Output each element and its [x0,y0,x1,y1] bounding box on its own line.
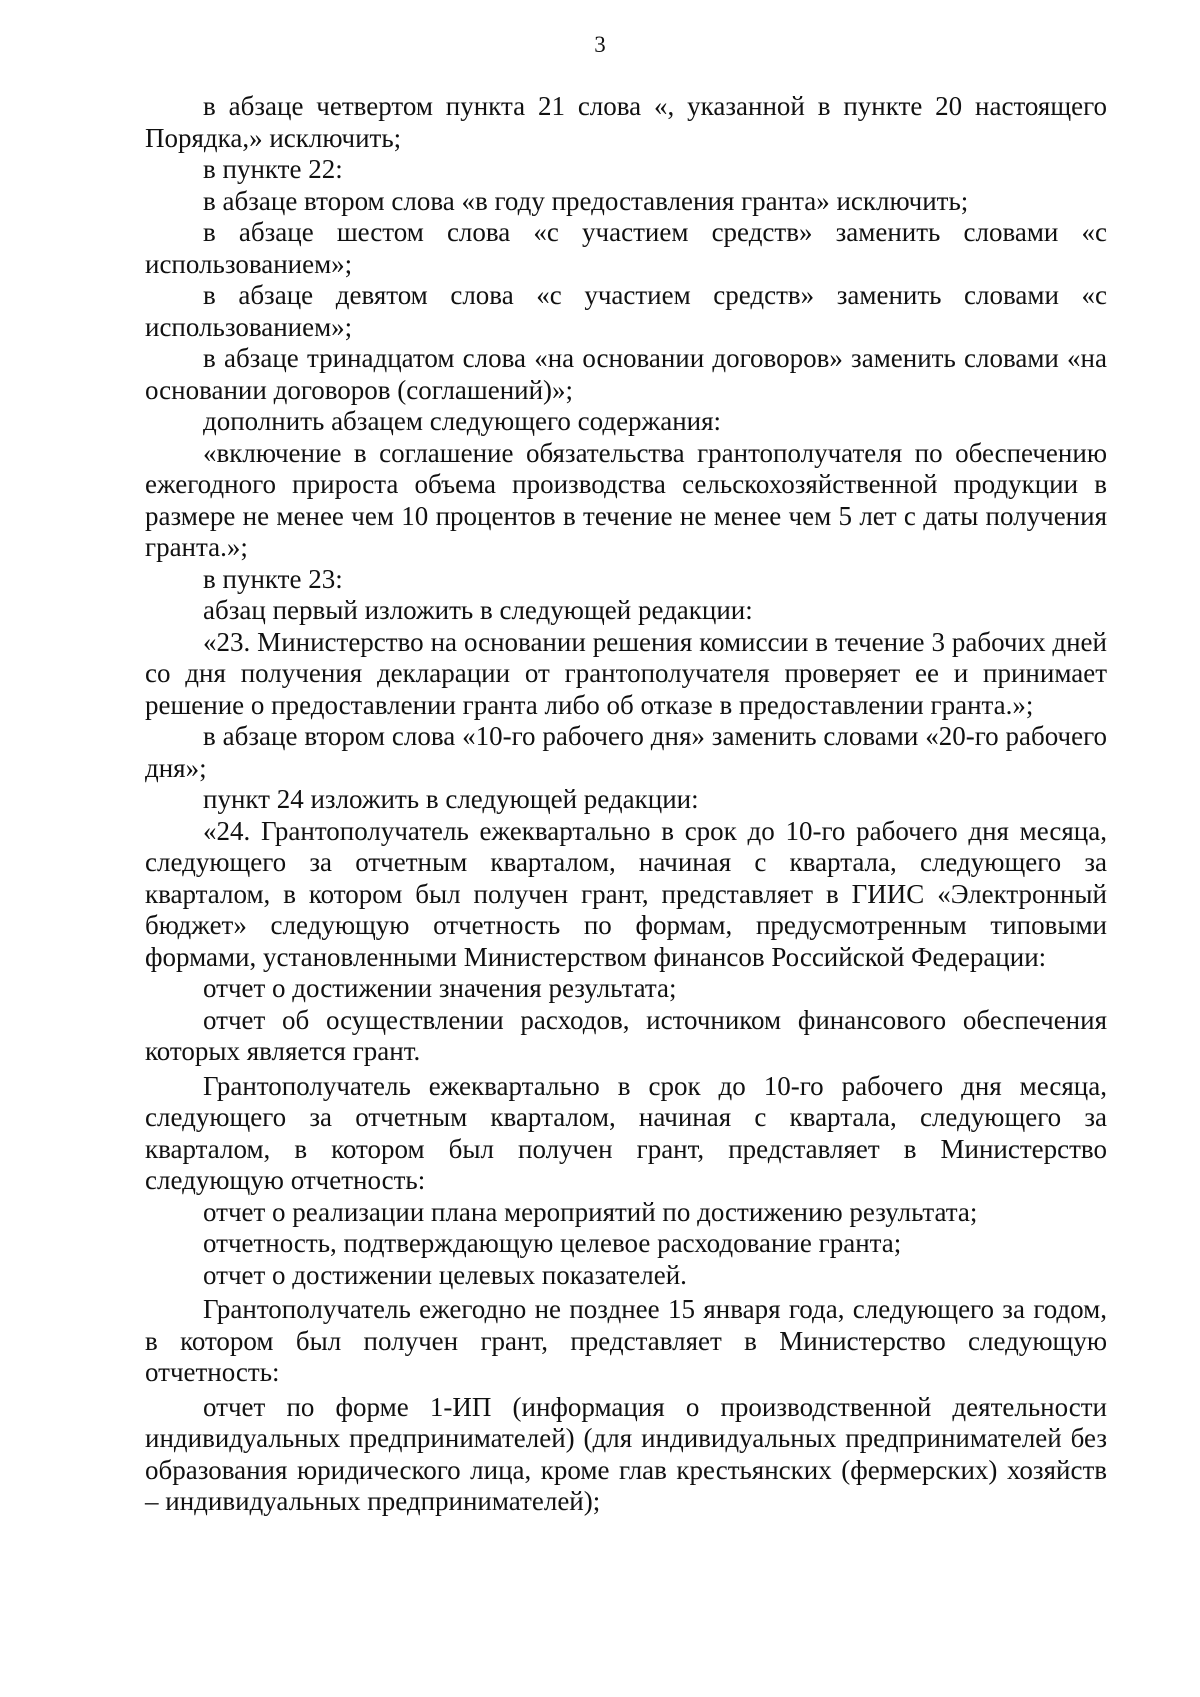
paragraph: в абзаце втором слова «10-го рабочего дня» заменить словами «20-го рабочего дня»; [145,721,1107,783]
paragraph: Грантополучатель ежеквартально в срок до 10-го рабочего дня месяца, следующего за отчетным кварталом, начиная с квартала, следующего за кварталом, в котором был получен грант, представляет в Министерство следующую отчетность: [145,1070,1107,1195]
paragraph: отчет о реализации плана мероприятий по достижению результата; [203,1196,978,1227]
paragraph: в абзаце тринадцатом слова «на основании договоров» заменить словами «на основании договоров (соглашений)»; [145,343,1107,405]
paragraph: отчет о достижении значения результата; [203,973,677,1003]
paragraph: Грантополучатель ежегодно не позднее 15 января года, следующего за годом, в котором был получен грант, представляет в Министерство следующую отчетность: [145,1294,1107,1387]
paragraph: отчет об осуществлении расходов, источником финансового обеспечения которых является грант. [145,1004,1107,1066]
paragraph: абзац первый изложить в следующей редакции: [203,595,753,625]
paragraph: в абзаце втором слова «в году предоставления гранта» исключить; [203,185,969,216]
paragraph: «24. Грантополучатель ежеквартально в срок до 10-го рабочего дня месяца, следующего за отчетным кварталом, начиная с квартала, следующего за кварталом, в котором был получен грант, представляет в ГИИС «Электронный бюджет» следующую отчетность по формам, предусмотренным типовыми формами, установленными Министерством финансов Российской Федерации: [145,815,1107,972]
paragraph: дополнить абзацем следующего содержания: [203,406,722,436]
paragraph: отчетность, подтверждающую целевое расходование гранта; [203,1228,902,1258]
paragraph: в абзаце шестом слова «с участием средств» заменить словами «с использованием»; [145,217,1107,279]
paragraph: пункт 24 изложить в следующей редакции: [203,784,699,814]
paragraph: «включение в соглашение обязательства грантополучателя по обеспечению ежегодного прироста объема производства сельскохозяйственной продукции в размере не менее чем 10 процентов в течение не менее чем 5 лет с даты получения гранта.»; [145,437,1107,562]
paragraph: «23. Министерство на основании решения комиссии в течение 3 рабочих дней со дня получения декларации от грантополучателя проверяет ее и принимает решение о предоставлении гранта либо об отказе в предоставлении гранта.»; [145,626,1107,720]
document-body [145,91,1107,1518]
paragraph: в абзаце четвертом пункта 21 слова «, указанной в пункте 20 настоящего Порядка,» исключить; [145,91,1107,153]
paragraph: отчет о достижении целевых показателей. [203,1259,687,1290]
paragraph: в пункте 22: [203,154,343,184]
page-number: 3 [594,32,606,57]
paragraph: отчет по форме 1-ИП (информация о производственной деятельности индивидуальных предпринимателей) (для индивидуальных предпринимателей без образования юридического лица, кроме глав крестьянских (фермерских) хозяйств – индивидуальных предпринимателей); [145,1391,1107,1516]
paragraph: в абзаце девятом слова «с участием средств» заменить словами «с использованием»; [145,280,1107,342]
paragraph: в пункте 23: [203,563,343,594]
